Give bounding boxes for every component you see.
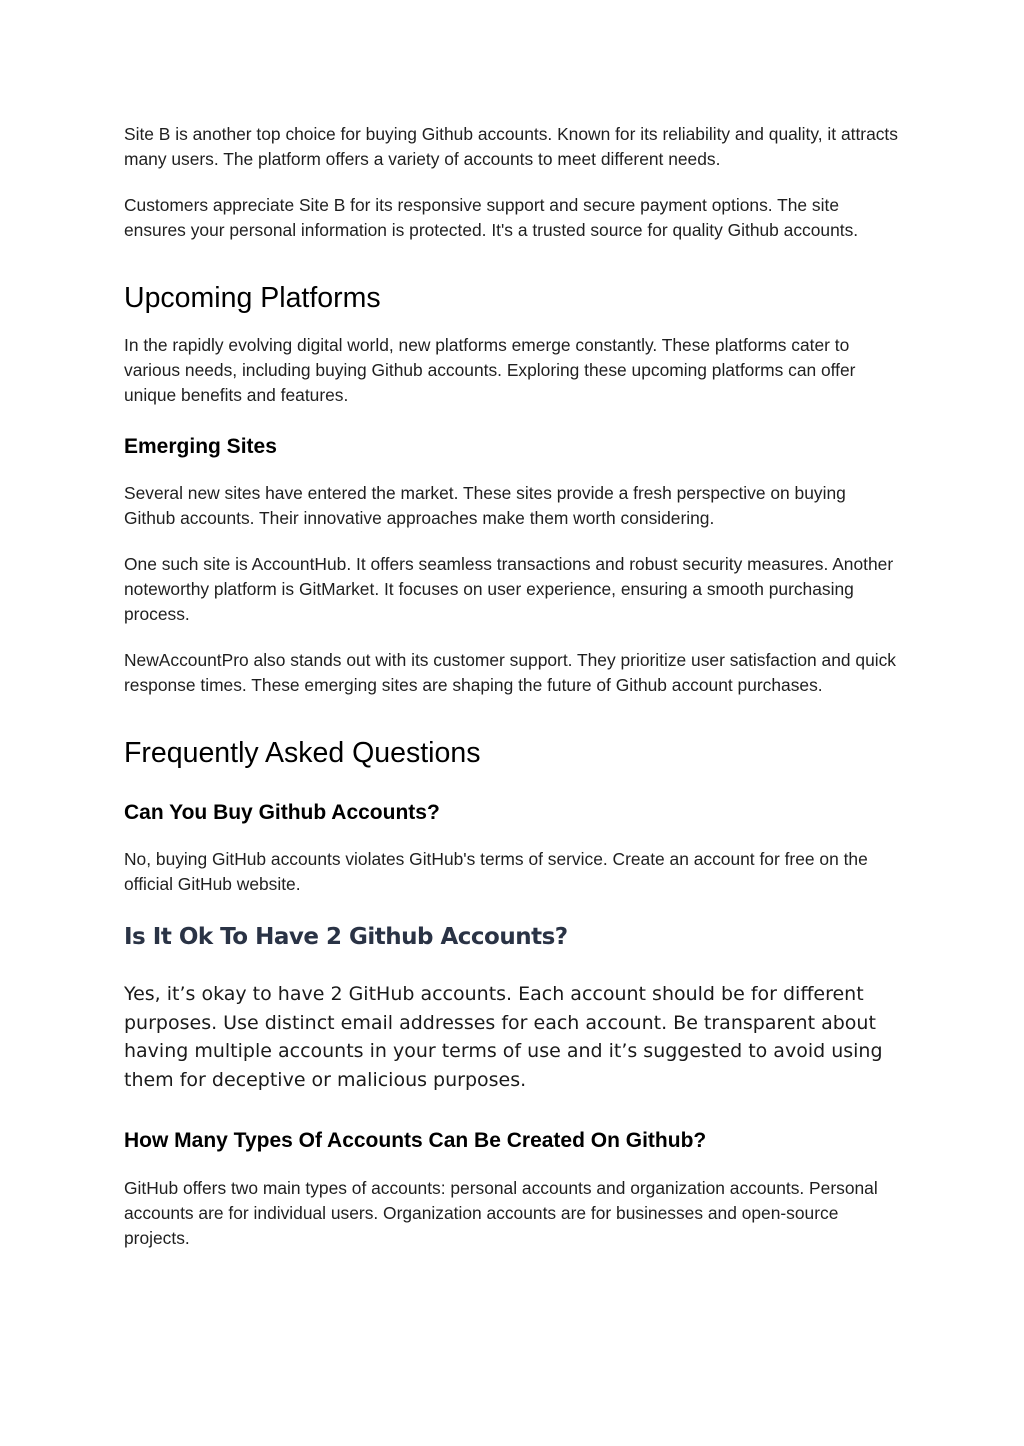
faq-answer-account-types: GitHub offers two main types of accounts: personal accounts and organization accounts. Personal accounts are for individual users. Organization accounts are for businesses and open-source projects. <box>124 1178 878 1249</box>
faq-answer-two-accounts: Yes, it’s okay to have 2 GitHub accounts. Each account should be for different purposes. Use distinct email addresses for each account. Be transparent about having multiple accounts in your terms of use and it’s suggested to avoid using them for deceptive or malicious purposes. <box>124 983 883 1091</box>
paragraph-site-b-intro: Site B is another top choice for buying Github accounts. Known for its reliability and quality, it attracts many users. The platform offers a variety of accounts to meet different needs. <box>124 124 898 169</box>
faq-question-two-accounts: Is It Ok To Have 2 Github Accounts? <box>124 924 568 950</box>
faq-question-account-types: How Many Types Of Accounts Can Be Created On Github? <box>124 1129 707 1153</box>
paragraph-upcoming-intro: In the rapidly evolving digital world, new platforms emerge constantly. These platforms cater to various needs, including buying Github accounts. Exploring these upcoming platforms can offer unique benefits and features. <box>124 335 856 405</box>
paragraph-emerging-intro: Several new sites have entered the market. These sites provide a fresh perspective on buying Github accounts. Their innovative approaches make them worth considering. <box>124 483 846 528</box>
paragraph-newaccountpro: NewAccountPro also stands out with its customer support. They prioritize user satisfaction and quick response times. These emerging sites are shaping the future of Github account purchases. <box>124 650 896 695</box>
faq-question-buy-accounts: Can You Buy Github Accounts? <box>124 801 440 824</box>
paragraph-accounthub: One such site is AccountHub. It offers seamless transactions and robust security measures. Another noteworthy platform is GitMarket. It focuses on user experience, ensuring a smooth purchasing process. <box>124 554 894 624</box>
heading-emerging-sites: Emerging Sites <box>124 435 277 458</box>
paragraph-site-b-support: Customers appreciate Site B for its responsive support and secure payment options. The site ensures your personal information is protected. It's a trusted source for quality Github accounts. <box>124 195 859 240</box>
document-page <box>124 122 900 1251</box>
heading-upcoming-platforms: Upcoming Platforms <box>124 282 381 314</box>
heading-faq: Frequently Asked Questions <box>124 737 481 769</box>
faq-answer-buy-accounts: No, buying GitHub accounts violates GitHub's terms of service. Create an account for free on the official GitHub website. <box>124 849 868 894</box>
